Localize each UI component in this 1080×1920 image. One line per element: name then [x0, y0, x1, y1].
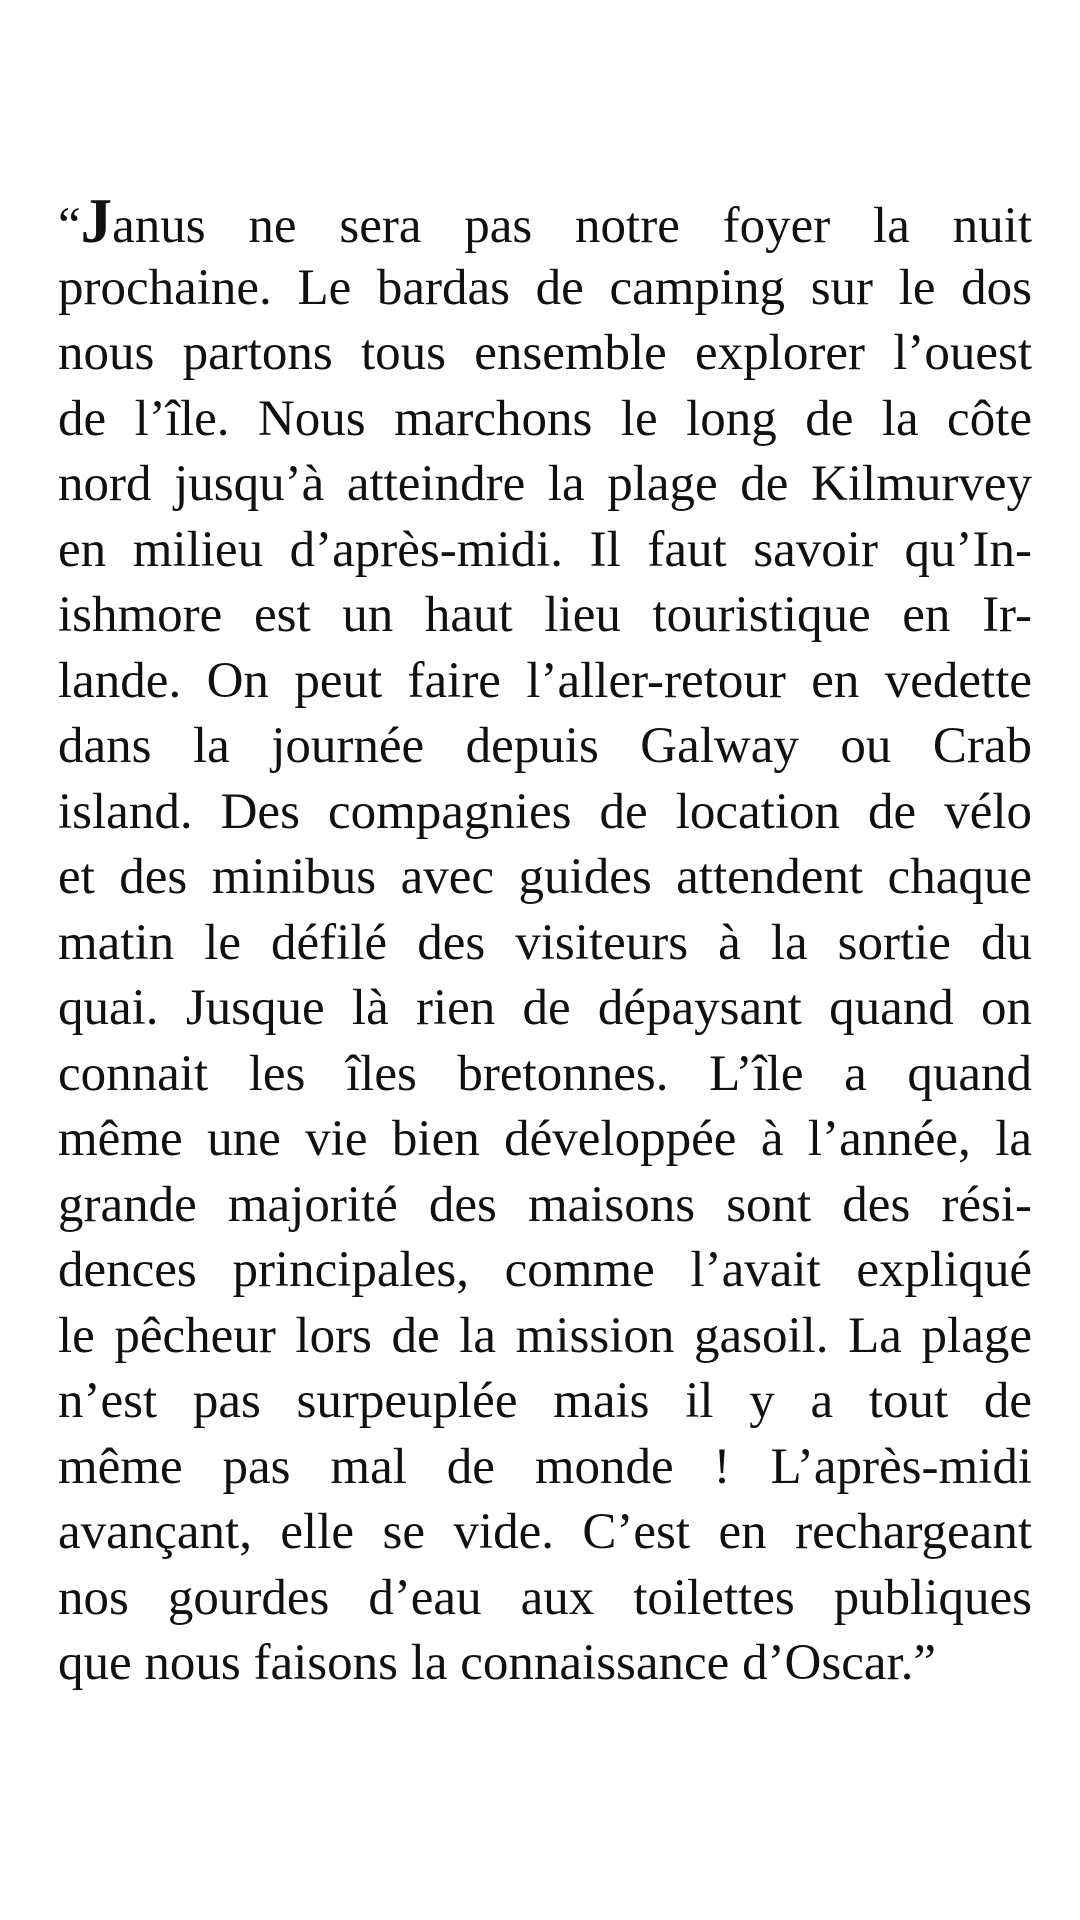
paragraph-line: en milieu d’après-midi. Il faut savoir qu’In- [58, 521, 1032, 578]
paragraph-last-line: que nous faisons la connaissance d’Oscar.” [58, 1635, 937, 1691]
paragraph-line: island. Des compagnies de location de vélo [58, 783, 1032, 840]
paragraph-line: avançant, elle se vide. C’est en rechargeant [58, 1504, 1032, 1560]
paragraph-line: nous partons tous ensemble explorer l’ouest [58, 325, 1032, 381]
paragraph-line: prochaine. Le bardas de camping sur le dos [58, 259, 1032, 316]
paragraph-line: dans la journée depuis Galway ou Crab [58, 718, 1032, 774]
paragraph-line: n’est pas surpeuplée mais il y a tout de [58, 1373, 1032, 1429]
paragraph-line: et des minibus avec guides attendent chaque [58, 849, 1032, 905]
paragraph-line: dences principales, comme l’avait expliqué [58, 1242, 1032, 1298]
drop-cap: J [80, 186, 113, 256]
paragraph-line: nos gourdes d’eau aux toilettes publiques [58, 1569, 1032, 1626]
paragraph-line: connait les îles bretonnes. L’île a quand [58, 1045, 1032, 1102]
paragraph-line: même pas mal de monde ! L’après-midi [58, 1438, 1032, 1495]
paragraph-line: nord jusqu’à atteindre la plage de Kilmurvey [58, 456, 1032, 512]
first-line-text: anus ne sera pas notre foyer la nuit [112, 198, 1032, 254]
paragraph-line: grande majorité des maisons sont des rési- [58, 1176, 1032, 1233]
paragraph-line: matin le défilé des visiteurs à la sortie du [58, 914, 1032, 971]
paragraph-line: de l’île. Nous marchons le long de la côte [58, 390, 1032, 447]
opening-quote: “ [58, 198, 81, 254]
quoted-paragraph [58, 186, 1032, 1697]
paragraph-line: même une vie bien développée à l’année, la [58, 1111, 1032, 1167]
paragraph-line: lande. On peut faire l’aller-retour en vedette [58, 652, 1032, 709]
paragraph-line: ishmore est un haut lieu touristique en Ir- [58, 587, 1032, 643]
paragraph-line: quai. Jusque là rien de dépaysant quand on [58, 980, 1032, 1036]
paragraph-line: le pêcheur lors de la mission gasoil. La plage [58, 1307, 1032, 1364]
paragraph-line-1 [58, 186, 1032, 256]
